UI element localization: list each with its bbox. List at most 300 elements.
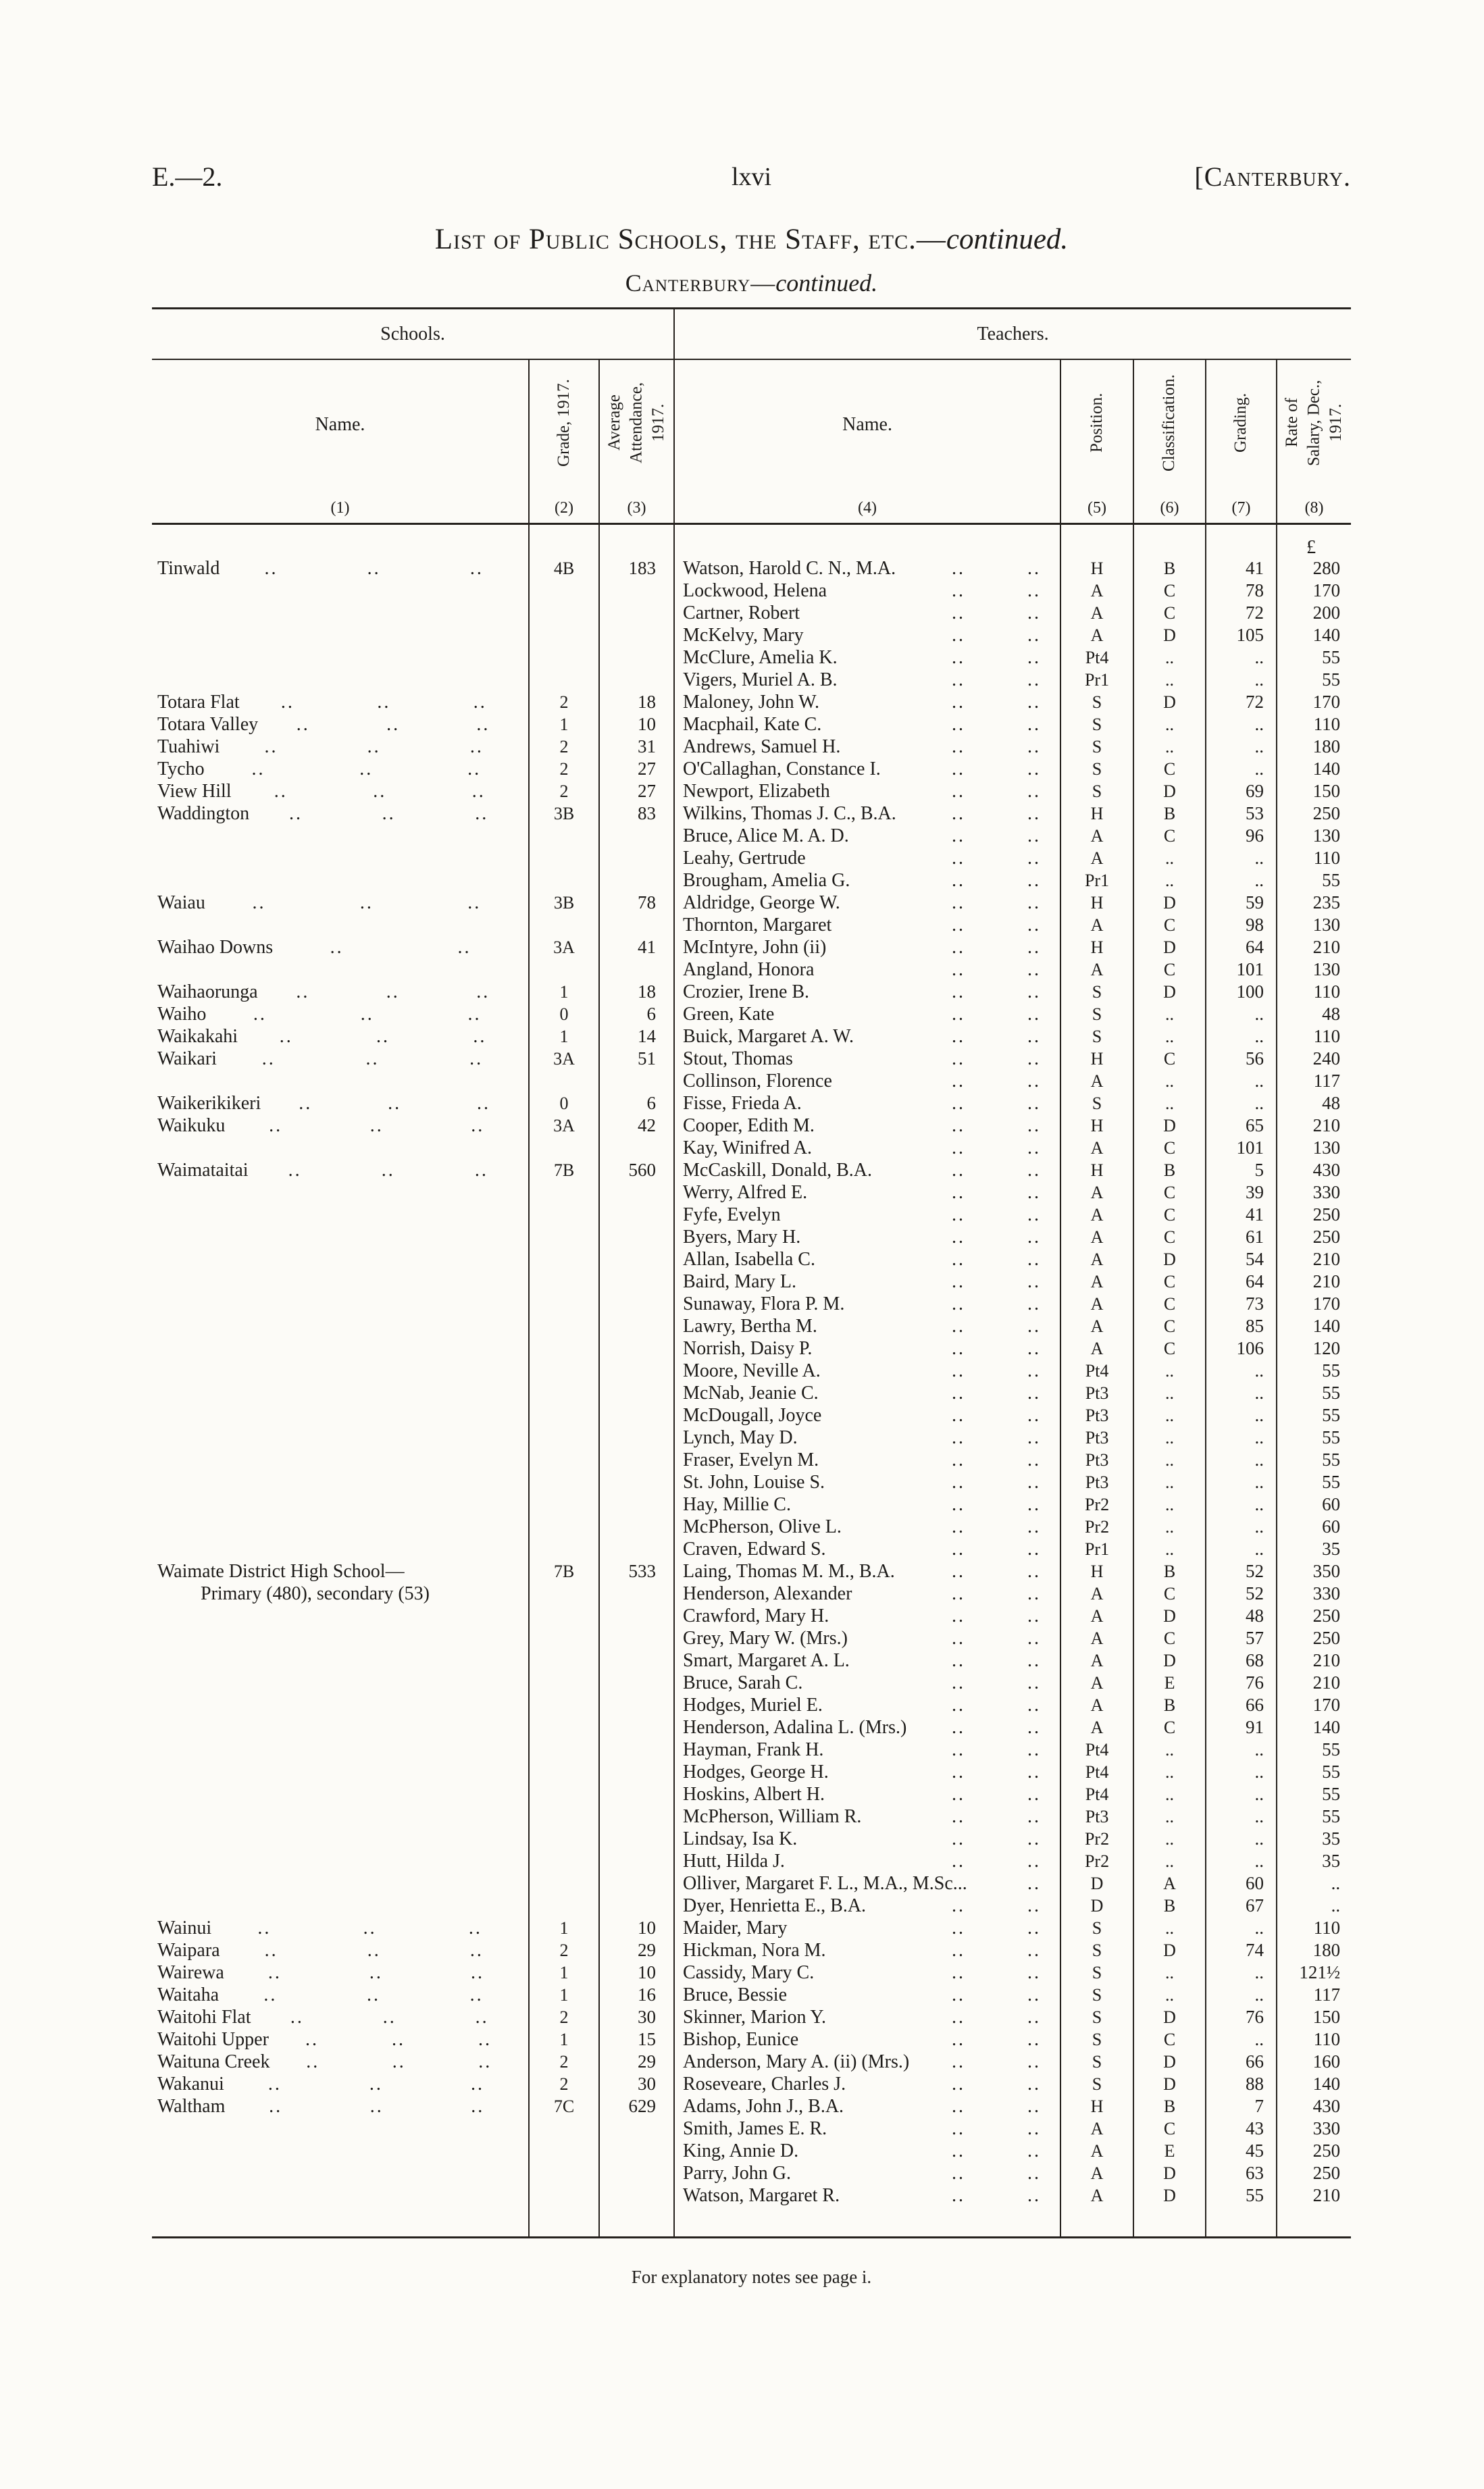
teacher-name-cell <box>674 1293 1060 1315</box>
position-cell: S <box>1060 2006 1133 2028</box>
classification-cell: C <box>1133 1181 1206 1204</box>
position-cell: S <box>1060 1025 1133 1048</box>
position-cell: Pr2 <box>1060 1828 1133 1850</box>
table-row <box>152 892 1351 914</box>
teacher-name: Smart, Margaret A. L. <box>683 1649 850 1671</box>
avg-attendance-cell <box>599 1895 674 1917</box>
grading-cell: .. <box>1206 1850 1277 1872</box>
classification-cell: D <box>1133 1114 1206 1137</box>
grading-cell: 96 <box>1206 825 1277 847</box>
leader-dots: .. <box>952 780 966 802</box>
position-cell: S <box>1060 2073 1133 2095</box>
teacher-name-cell <box>674 1627 1060 1649</box>
leader-dots: .. <box>1027 1248 1042 1270</box>
teacher-name-cell <box>674 2095 1060 2118</box>
teacher-name: Laing, Thomas M. M., B.A. <box>683 1560 895 1582</box>
teacher-name: McPherson, Olive L. <box>683 1516 842 1537</box>
table-row <box>152 1204 1351 1226</box>
classification-cell: D <box>1133 2162 1206 2184</box>
teacher-name: Byers, Mary H. <box>683 1226 801 1248</box>
grading-cell: .. <box>1206 1025 1277 1048</box>
table-row <box>152 1984 1351 2006</box>
table-row <box>152 1337 1351 1360</box>
position-cell: H <box>1060 1159 1133 1181</box>
leader-dots: .. <box>279 1025 293 1047</box>
table-row <box>152 802 1351 825</box>
classification-cell: C <box>1133 1716 1206 1739</box>
table-row <box>152 2073 1351 2095</box>
grading-cell: 59 <box>1206 892 1277 914</box>
position-cell: A <box>1060 2140 1133 2162</box>
leader-dots: .. <box>952 1293 966 1314</box>
salary-cell: 117 <box>1277 1984 1351 2006</box>
teacher-name-cell <box>674 958 1060 981</box>
leader-dots: .. <box>1027 2162 1042 2184</box>
grading-cell: .. <box>1206 1360 1277 1382</box>
teacher-name-cell <box>674 914 1060 936</box>
salary-cell: 210 <box>1277 2184 1351 2207</box>
avg-attendance-cell: 629 <box>599 2095 674 2118</box>
teacher-name-cell <box>674 1048 1060 1070</box>
grade-cell <box>529 1137 599 1159</box>
teacher-name: Baird, Mary L. <box>683 1271 796 1292</box>
avg-attendance-cell <box>599 2162 674 2184</box>
school-name: Wainui <box>157 1917 212 1939</box>
position-cell: D <box>1060 1872 1133 1895</box>
position-cell: S <box>1060 1984 1133 2006</box>
leader-dots: .. <box>299 1092 313 1114</box>
school-name-cell <box>152 691 529 713</box>
table-row <box>152 691 1351 713</box>
avg-attendance-cell <box>599 2184 674 2207</box>
leader-dots: .. <box>471 1114 485 1136</box>
position-cell: S <box>1060 780 1133 802</box>
grading-cell: 55 <box>1206 2184 1277 2207</box>
table-row <box>152 958 1351 981</box>
school-name-cell <box>152 1583 529 1605</box>
teacher-name-cell <box>674 1137 1060 1159</box>
group-header-teachers: Teachers. <box>674 309 1351 360</box>
leader-dots: .. <box>952 1427 966 1448</box>
position-cell: A <box>1060 847 1133 869</box>
teacher-name: Fyfe, Evelyn <box>683 1204 781 1225</box>
table-row <box>152 847 1351 869</box>
position-cell <box>1060 524 1133 558</box>
teacher-name-cell <box>674 1560 1060 1583</box>
leader-dots: .. <box>952 580 966 601</box>
grade-cell: 1 <box>529 981 599 1003</box>
salary-cell: 55 <box>1277 1471 1351 1493</box>
school-name-cell <box>152 1404 529 1427</box>
table-row <box>152 936 1351 958</box>
schools-staff-table <box>152 307 1351 2238</box>
classification-cell: D <box>1133 1248 1206 1271</box>
leader-dots: .. <box>330 936 344 958</box>
teacher-name: Hay, Millie C. <box>683 1493 791 1515</box>
grade-cell: 3A <box>529 1048 599 1070</box>
teacher-name: Collinson, Florence <box>683 1070 832 1092</box>
teacher-name-cell <box>674 2073 1060 2095</box>
leader-dots: .. <box>1027 1315 1042 1337</box>
classification-cell: B <box>1133 1895 1206 1917</box>
table-row <box>152 713 1351 736</box>
teacher-name: Fisse, Frieda A. <box>683 1092 802 1114</box>
position-cell: Pt3 <box>1060 1427 1133 1449</box>
salary-cell: 110 <box>1277 1025 1351 1048</box>
leader-dots: .. <box>469 1984 484 2005</box>
avg-attendance-cell: 15 <box>599 2028 674 2051</box>
salary-cell: 140 <box>1277 1716 1351 1739</box>
leader-dots: .. <box>952 1605 966 1626</box>
avg-attendance-cell <box>599 1181 674 1204</box>
grading-cell: .. <box>1206 1382 1277 1404</box>
teacher-name: Allan, Isabella C. <box>683 1248 815 1270</box>
grade-cell: 2 <box>529 780 599 802</box>
page-title <box>152 223 1351 256</box>
salary-cell: 55 <box>1277 646 1351 669</box>
classification-cell: D <box>1133 892 1206 914</box>
leader-dots: .. <box>388 1092 402 1114</box>
teacher-name-cell <box>674 1449 1060 1471</box>
avg-attendance-cell: 183 <box>599 557 674 580</box>
position-cell: S <box>1060 1939 1133 1961</box>
teacher-name-cell <box>674 1493 1060 1516</box>
classification-cell: B <box>1133 802 1206 825</box>
classification-cell: .. <box>1133 1538 1206 1560</box>
school-name-cell <box>152 1961 529 1984</box>
leader-dots: .. <box>477 1092 491 1114</box>
school-name-cell <box>152 1003 529 1025</box>
leader-dots: .. <box>952 1850 966 1872</box>
leader-dots: .. <box>952 1761 966 1782</box>
teacher-name-cell <box>674 780 1060 802</box>
school-name-cell <box>152 1649 529 1672</box>
salary-cell: 55 <box>1277 1427 1351 1449</box>
salary-cell: 250 <box>1277 802 1351 825</box>
table-header <box>152 309 1351 524</box>
school-name: View Hill <box>157 780 232 802</box>
table-row <box>152 1828 1351 1850</box>
leader-dots: .. <box>1027 580 1042 601</box>
avg-attendance-cell: 30 <box>599 2006 674 2028</box>
classification-cell: .. <box>1133 1783 1206 1805</box>
leader-dots: .. <box>952 1694 966 1716</box>
school-name: Wakanui <box>157 2073 224 2095</box>
teacher-name-cell <box>674 1783 1060 1805</box>
leader-dots: .. <box>269 1114 283 1136</box>
position-cell: A <box>1060 1716 1133 1739</box>
salary-cell: 240 <box>1277 1048 1351 1070</box>
position-cell: H <box>1060 1048 1133 1070</box>
classification-cell: .. <box>1133 1449 1206 1471</box>
school-name-cell <box>152 2095 529 2118</box>
avg-attendance-cell <box>599 2118 674 2140</box>
table-row <box>152 1739 1351 1761</box>
grading-cell: .. <box>1206 1805 1277 1828</box>
leader-dots: .. <box>952 2095 966 2117</box>
school-name-cell <box>152 825 529 847</box>
classification-cell: .. <box>1133 847 1206 869</box>
leader-dots: .. <box>264 1939 278 1961</box>
school-name-cell <box>152 580 529 602</box>
teacher-name: Andrews, Samuel H. <box>683 736 841 757</box>
avg-attendance-cell <box>599 1583 674 1605</box>
school-name-cell <box>152 2140 529 2162</box>
school-name-cell <box>152 2028 529 2051</box>
teacher-name-cell <box>674 1003 1060 1025</box>
grade-cell <box>529 624 599 646</box>
leader-dots: .. <box>288 1159 302 1181</box>
leader-dots: .. <box>1027 2073 1042 2095</box>
leader-dots: .. <box>952 2118 966 2139</box>
avg-attendance-cell <box>599 869 674 892</box>
leader-dots: .. <box>1027 1181 1042 1203</box>
table-row <box>152 780 1351 802</box>
grading-cell: .. <box>1206 1761 1277 1783</box>
position-cell: Pt3 <box>1060 1805 1133 1828</box>
leader-dots: .. <box>952 1271 966 1292</box>
page-subtitle <box>152 269 1351 297</box>
leader-dots: .. <box>952 1649 966 1671</box>
leader-dots: .. <box>952 1917 966 1939</box>
school-name-cell <box>152 1694 529 1716</box>
salary-cell: 430 <box>1277 1159 1351 1181</box>
teacher-name-cell <box>674 1159 1060 1181</box>
classification-cell: A <box>1133 1872 1206 1895</box>
teacher-name-cell <box>674 713 1060 736</box>
leader-dots: .. <box>1027 802 1042 824</box>
table-row <box>152 869 1351 892</box>
leader-dots: .. <box>952 1560 966 1582</box>
leader-dots: .. <box>473 1025 487 1047</box>
classification-cell: .. <box>1133 1025 1206 1048</box>
leader-dots: .. <box>280 691 295 713</box>
school-name: Waddington <box>157 802 250 824</box>
teacher-name: Hutt, Hilda J. <box>683 1850 785 1872</box>
classification-cell: C <box>1133 1271 1206 1293</box>
salary-cell: 110 <box>1277 1917 1351 1939</box>
classification-cell: B <box>1133 2095 1206 2118</box>
classification-cell: C <box>1133 1583 1206 1605</box>
teacher-name-cell <box>674 825 1060 847</box>
leader-dots: .. <box>369 1961 383 1983</box>
grading-cell: .. <box>1206 1828 1277 1850</box>
grade-cell: 1 <box>529 2028 599 2051</box>
table-row <box>152 1783 1351 1805</box>
position-cell: A <box>1060 914 1133 936</box>
position-cell: H <box>1060 1560 1133 1583</box>
grade-cell <box>529 1761 599 1783</box>
grading-cell: 39 <box>1206 1181 1277 1204</box>
teacher-name-cell <box>674 1271 1060 1293</box>
teacher-name: Aldridge, George W. <box>683 892 840 913</box>
avg-attendance-cell <box>599 1538 674 1560</box>
school-name: Waiau <box>157 892 205 913</box>
position-cell: Pt4 <box>1060 1739 1133 1761</box>
teacher-name: Cassidy, Mary C. <box>683 1961 815 1983</box>
school-name-cell <box>152 1872 529 1895</box>
teacher-name: Sunaway, Flora P. M. <box>683 1293 845 1314</box>
classification-cell: D <box>1133 1939 1206 1961</box>
leader-dots: .. <box>952 1672 966 1693</box>
teacher-name: Smith, James E. R. <box>683 2118 827 2139</box>
avg-attendance-cell <box>599 1805 674 1828</box>
grade-cell: 1 <box>529 713 599 736</box>
school-name: Primary (480), secondary (53) <box>201 1583 430 1604</box>
leader-dots: .. <box>1027 981 1042 1002</box>
leader-dots: .. <box>1027 1627 1042 1649</box>
position-cell: A <box>1060 958 1133 981</box>
grade-cell <box>529 669 599 691</box>
salary-cell: 130 <box>1277 825 1351 847</box>
leader-dots: .. <box>952 2184 966 2206</box>
leader-dots: .. <box>363 1917 377 1939</box>
position-cell: Pt3 <box>1060 1404 1133 1427</box>
leader-dots: .. <box>952 624 966 646</box>
leader-dots: .. <box>306 2051 320 2072</box>
leader-dots: .. <box>1027 1404 1042 1426</box>
leader-dots: .. <box>369 2073 383 2095</box>
salary-cell: 330 <box>1277 1181 1351 1204</box>
salary-cell: 170 <box>1277 691 1351 713</box>
salary-cell: 430 <box>1277 2095 1351 2118</box>
teacher-name: McClure, Amelia K. <box>683 646 838 668</box>
leader-dots: .. <box>1027 1560 1042 1582</box>
group-header-schools: Schools. <box>152 309 674 360</box>
classification-cell: C <box>1133 580 1206 602</box>
avg-attendance-cell <box>599 1649 674 1672</box>
position-cell: S <box>1060 1917 1133 1939</box>
grading-cell: .. <box>1206 1003 1277 1025</box>
avg-attendance-cell <box>599 1226 674 1248</box>
salary-cell: 35 <box>1277 1850 1351 1872</box>
table-row <box>152 914 1351 936</box>
grade-cell: 2 <box>529 758 599 780</box>
position-cell: Pr2 <box>1060 1850 1133 1872</box>
avg-attendance-cell <box>599 1427 674 1449</box>
avg-attendance-cell: 83 <box>599 802 674 825</box>
teacher-name: Fraser, Evelyn M. <box>683 1449 819 1470</box>
school-name: Waihao Downs <box>157 936 274 958</box>
grade-cell: 2 <box>529 2051 599 2073</box>
leader-dots: .. <box>952 1337 966 1359</box>
table-row <box>152 580 1351 602</box>
school-name-cell <box>152 1226 529 1248</box>
salary-cell: 180 <box>1277 1939 1351 1961</box>
avg-attendance-cell <box>599 669 674 691</box>
salary-cell: 120 <box>1277 1337 1351 1360</box>
avg-attendance-cell <box>599 1248 674 1271</box>
school-name: Waitohi Flat <box>157 2006 251 2028</box>
teacher-name-cell <box>674 1761 1060 1783</box>
school-name: Waikuku <box>157 1114 226 1136</box>
table-row <box>152 557 1351 580</box>
col-number-7: (7) <box>1206 489 1277 524</box>
leader-dots: .. <box>952 802 966 824</box>
position-cell: Pt4 <box>1060 1360 1133 1382</box>
leader-dots: .. <box>1027 691 1042 713</box>
grade-cell <box>529 1694 599 1716</box>
classification-cell: C <box>1133 958 1206 981</box>
teacher-name: McCaskill, Donald, B.A. <box>683 1159 873 1181</box>
leader-dots: .. <box>382 802 396 824</box>
leader-dots: .. <box>1027 646 1042 668</box>
leader-dots: .. <box>469 736 484 757</box>
teacher-name-cell <box>674 1739 1060 1761</box>
grade-cell: 2 <box>529 2073 599 2095</box>
school-name: Tuahiwi <box>157 736 220 757</box>
leader-dots: .. <box>952 1048 966 1069</box>
leader-dots: .. <box>1027 1137 1042 1158</box>
teacher-name-cell <box>674 1805 1060 1828</box>
leader-dots: .. <box>469 557 484 579</box>
school-name-cell <box>152 1159 529 1181</box>
leader-dots: .. <box>952 958 966 980</box>
salary-cell: 140 <box>1277 2073 1351 2095</box>
teacher-name-cell <box>674 646 1060 669</box>
grading-cell: .. <box>1206 1471 1277 1493</box>
grading-cell: 45 <box>1206 2140 1277 2162</box>
leader-dots: .. <box>264 557 278 579</box>
grade-cell <box>529 580 599 602</box>
classification-cell: D <box>1133 2184 1206 2207</box>
teacher-name-cell <box>674 1917 1060 1939</box>
leader-dots: .. <box>952 2162 966 2184</box>
grading-cell: 100 <box>1206 981 1277 1003</box>
table-row <box>152 602 1351 624</box>
salary-cell: 210 <box>1277 1649 1351 1672</box>
avg-attendance-cell: 18 <box>599 691 674 713</box>
leader-dots: .. <box>474 1159 488 1181</box>
salary-cell: 110 <box>1277 847 1351 869</box>
leader-dots: .. <box>261 1048 276 1069</box>
table-row <box>152 2162 1351 2184</box>
teacher-name-cell <box>674 1961 1060 1984</box>
table-row <box>152 1025 1351 1048</box>
salary-cell: 210 <box>1277 936 1351 958</box>
leader-dots: .. <box>381 1159 395 1181</box>
leader-dots: .. <box>367 557 381 579</box>
explanatory-footnote: For explanatory notes see page i. <box>631 2267 872 2287</box>
avg-attendance-cell <box>599 2140 674 2162</box>
grade-cell <box>529 602 599 624</box>
salary-cell: 110 <box>1277 713 1351 736</box>
leader-dots: .. <box>1027 1739 1042 1760</box>
position-cell: Pt4 <box>1060 1783 1133 1805</box>
leader-dots: .. <box>1027 2051 1042 2072</box>
salary-cell: .. <box>1277 1872 1351 1895</box>
classification-cell: D <box>1133 780 1206 802</box>
leader-dots: .. <box>952 1627 966 1649</box>
teacher-name: McNab, Jeanie C. <box>683 1382 819 1404</box>
leader-dots: .. <box>1027 825 1042 846</box>
teacher-name-cell <box>674 869 1060 892</box>
avg-attendance-cell <box>599 1828 674 1850</box>
leader-dots: .. <box>952 1070 966 1092</box>
table-row <box>152 1872 1351 1895</box>
teacher-name-cell <box>674 1092 1060 1114</box>
classification-cell: D <box>1133 2073 1206 2095</box>
school-name-cell <box>152 1360 529 1382</box>
school-name-cell <box>152 1181 529 1204</box>
teacher-name: St. John, Louise S. <box>683 1471 825 1493</box>
leader-dots: .. <box>267 2073 282 2095</box>
school-name-cell <box>152 736 529 758</box>
salary-cell: 280 <box>1277 557 1351 580</box>
leader-dots: .. <box>952 1939 966 1961</box>
salary-cell: 117 <box>1277 1070 1351 1092</box>
classification-cell: D <box>1133 981 1206 1003</box>
